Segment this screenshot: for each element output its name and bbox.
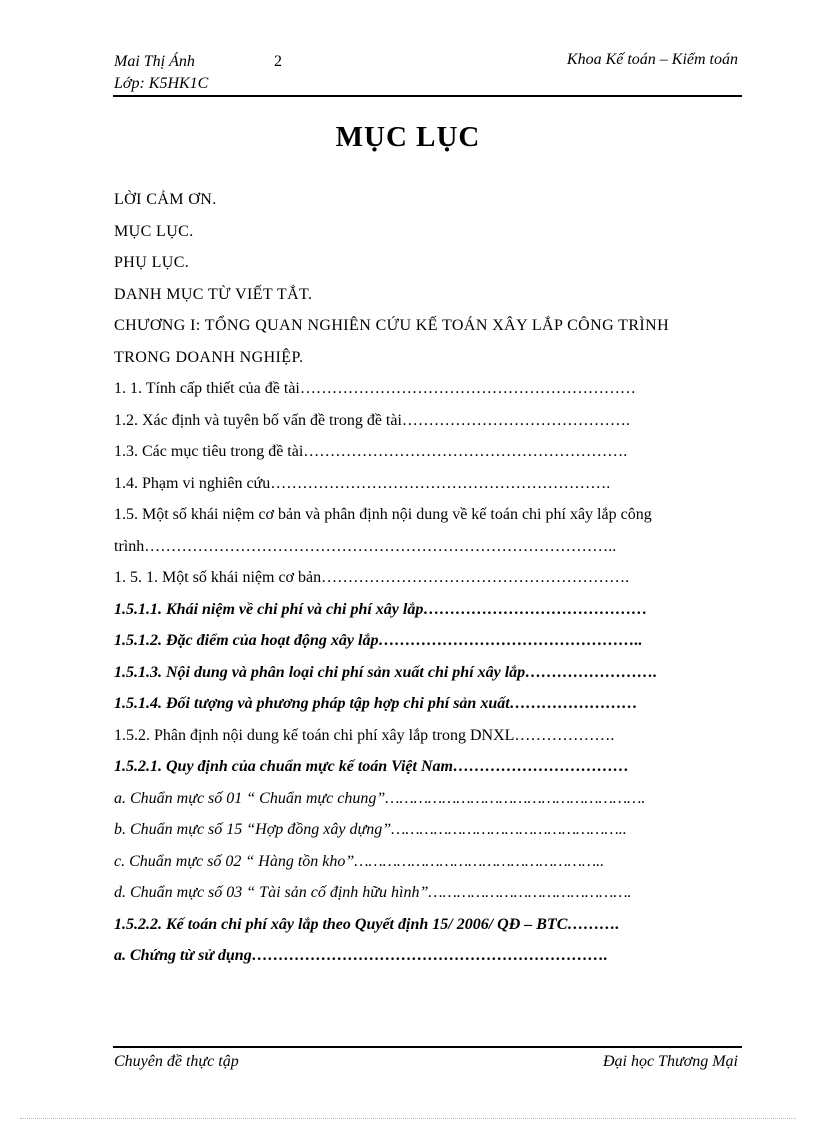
toc-entry: d. Chuẩn mực số 03 “ Tài sản cố định hữu hình”……………………………………. bbox=[114, 884, 632, 901]
toc-entry: trình…………………………………………………………………………….. bbox=[114, 537, 617, 555]
toc-entry: 1.4. Phạm vi nghiên cứu………………………………………………………. bbox=[114, 474, 611, 492]
toc-entry: 1.3. Các mục tiêu trong đề tài……………………………………………………. bbox=[114, 443, 628, 460]
toc-entry: TRONG DOANH NGHIỆP. bbox=[114, 348, 304, 366]
toc-entry: 1.5.1.4. Đối tượng và phương pháp tập hợp chi phí sản xuất…………………… bbox=[114, 695, 638, 712]
toc-entry: 1.5.2.2. Kế toán chi phí xây lắp theo Quyết định 15/ 2006/ QĐ – BTC………. bbox=[114, 915, 620, 933]
footer-right: Đại học Thương Mại bbox=[602, 1053, 738, 1070]
page-number: 2 bbox=[274, 53, 282, 70]
header-class: Lớp: K5HK1C bbox=[114, 75, 209, 92]
toc-entry: CHƯƠNG I: TỔNG QUAN NGHIÊN CỨU KẾ TOÁN XÂY LẮP CÔNG TRÌNH bbox=[114, 317, 670, 334]
toc-entry: 1.2. Xác định và tuyên bố vấn đề trong đề tài……………………………………. bbox=[114, 411, 630, 429]
page-title: MỤC LỤC bbox=[335, 121, 481, 153]
toc-entry: MỤC LỤC. bbox=[114, 222, 194, 240]
header-author-block bbox=[114, 51, 208, 95]
header-author: Mai Thị Ánh bbox=[114, 53, 195, 70]
toc-entry: a. Chuẩn mực số 01 “ Chuẩn mực chung”………………………………………………. bbox=[114, 789, 646, 807]
toc-entry: 1.5.2. Phân định nội dung kế toán chi phí xây lắp trong DNXL………………. bbox=[114, 726, 615, 744]
footer-left: Chuyên đề thực tập bbox=[114, 1053, 239, 1070]
toc-entry: LỜI CẢM ƠN. bbox=[114, 191, 217, 208]
page-edge-divider bbox=[20, 1118, 796, 1119]
header-divider bbox=[113, 95, 742, 97]
toc-entry: 1.5.1.1. Khái niệm về chi phí và chi phí xây lắp…………………………………… bbox=[114, 600, 648, 618]
toc-entry: 1.5.2.1. Quy định của chuẩn mực kế toán Việt Nam…………………………… bbox=[114, 758, 629, 775]
toc-entry: 1.5. Một số khái niệm cơ bản và phân định nội dung về kế toán chi phí xây lắp công bbox=[114, 506, 652, 523]
toc-entry: c. Chuẩn mực số 02 “ Hàng tồn kho”…………………………………………….. bbox=[114, 852, 605, 870]
toc-entry: 1.5.1.3. Nội dung và phân loại chi phí sản xuất chi phí xây lắp……………………. bbox=[114, 663, 658, 681]
footer-divider bbox=[113, 1046, 742, 1048]
toc-entry: 1.5.1.2. Đặc điểm của hoạt động xây lắp………………………………………….. bbox=[114, 632, 643, 649]
toc-entry: 1. 1. Tính cấp thiết của đề tài……………………………………………………… bbox=[114, 380, 636, 397]
toc-entry: a. Chứng từ sử dụng…………………………………………………………. bbox=[114, 947, 608, 964]
toc-entry: b. Chuẩn mực số 15 “Hợp đồng xây dựng”………………………………………….. bbox=[114, 821, 627, 838]
toc-entry: PHỤ LỤC. bbox=[114, 254, 190, 271]
toc-entry: 1. 5. 1. Một số khái niệm cơ bản…………………………………………………. bbox=[114, 569, 630, 586]
toc-entry: DANH MỤC TỪ VIẾT TẮT. bbox=[114, 285, 313, 303]
table-of-contents bbox=[114, 184, 739, 972]
header-faculty: Khoa Kế toán – Kiểm toán bbox=[566, 51, 738, 68]
